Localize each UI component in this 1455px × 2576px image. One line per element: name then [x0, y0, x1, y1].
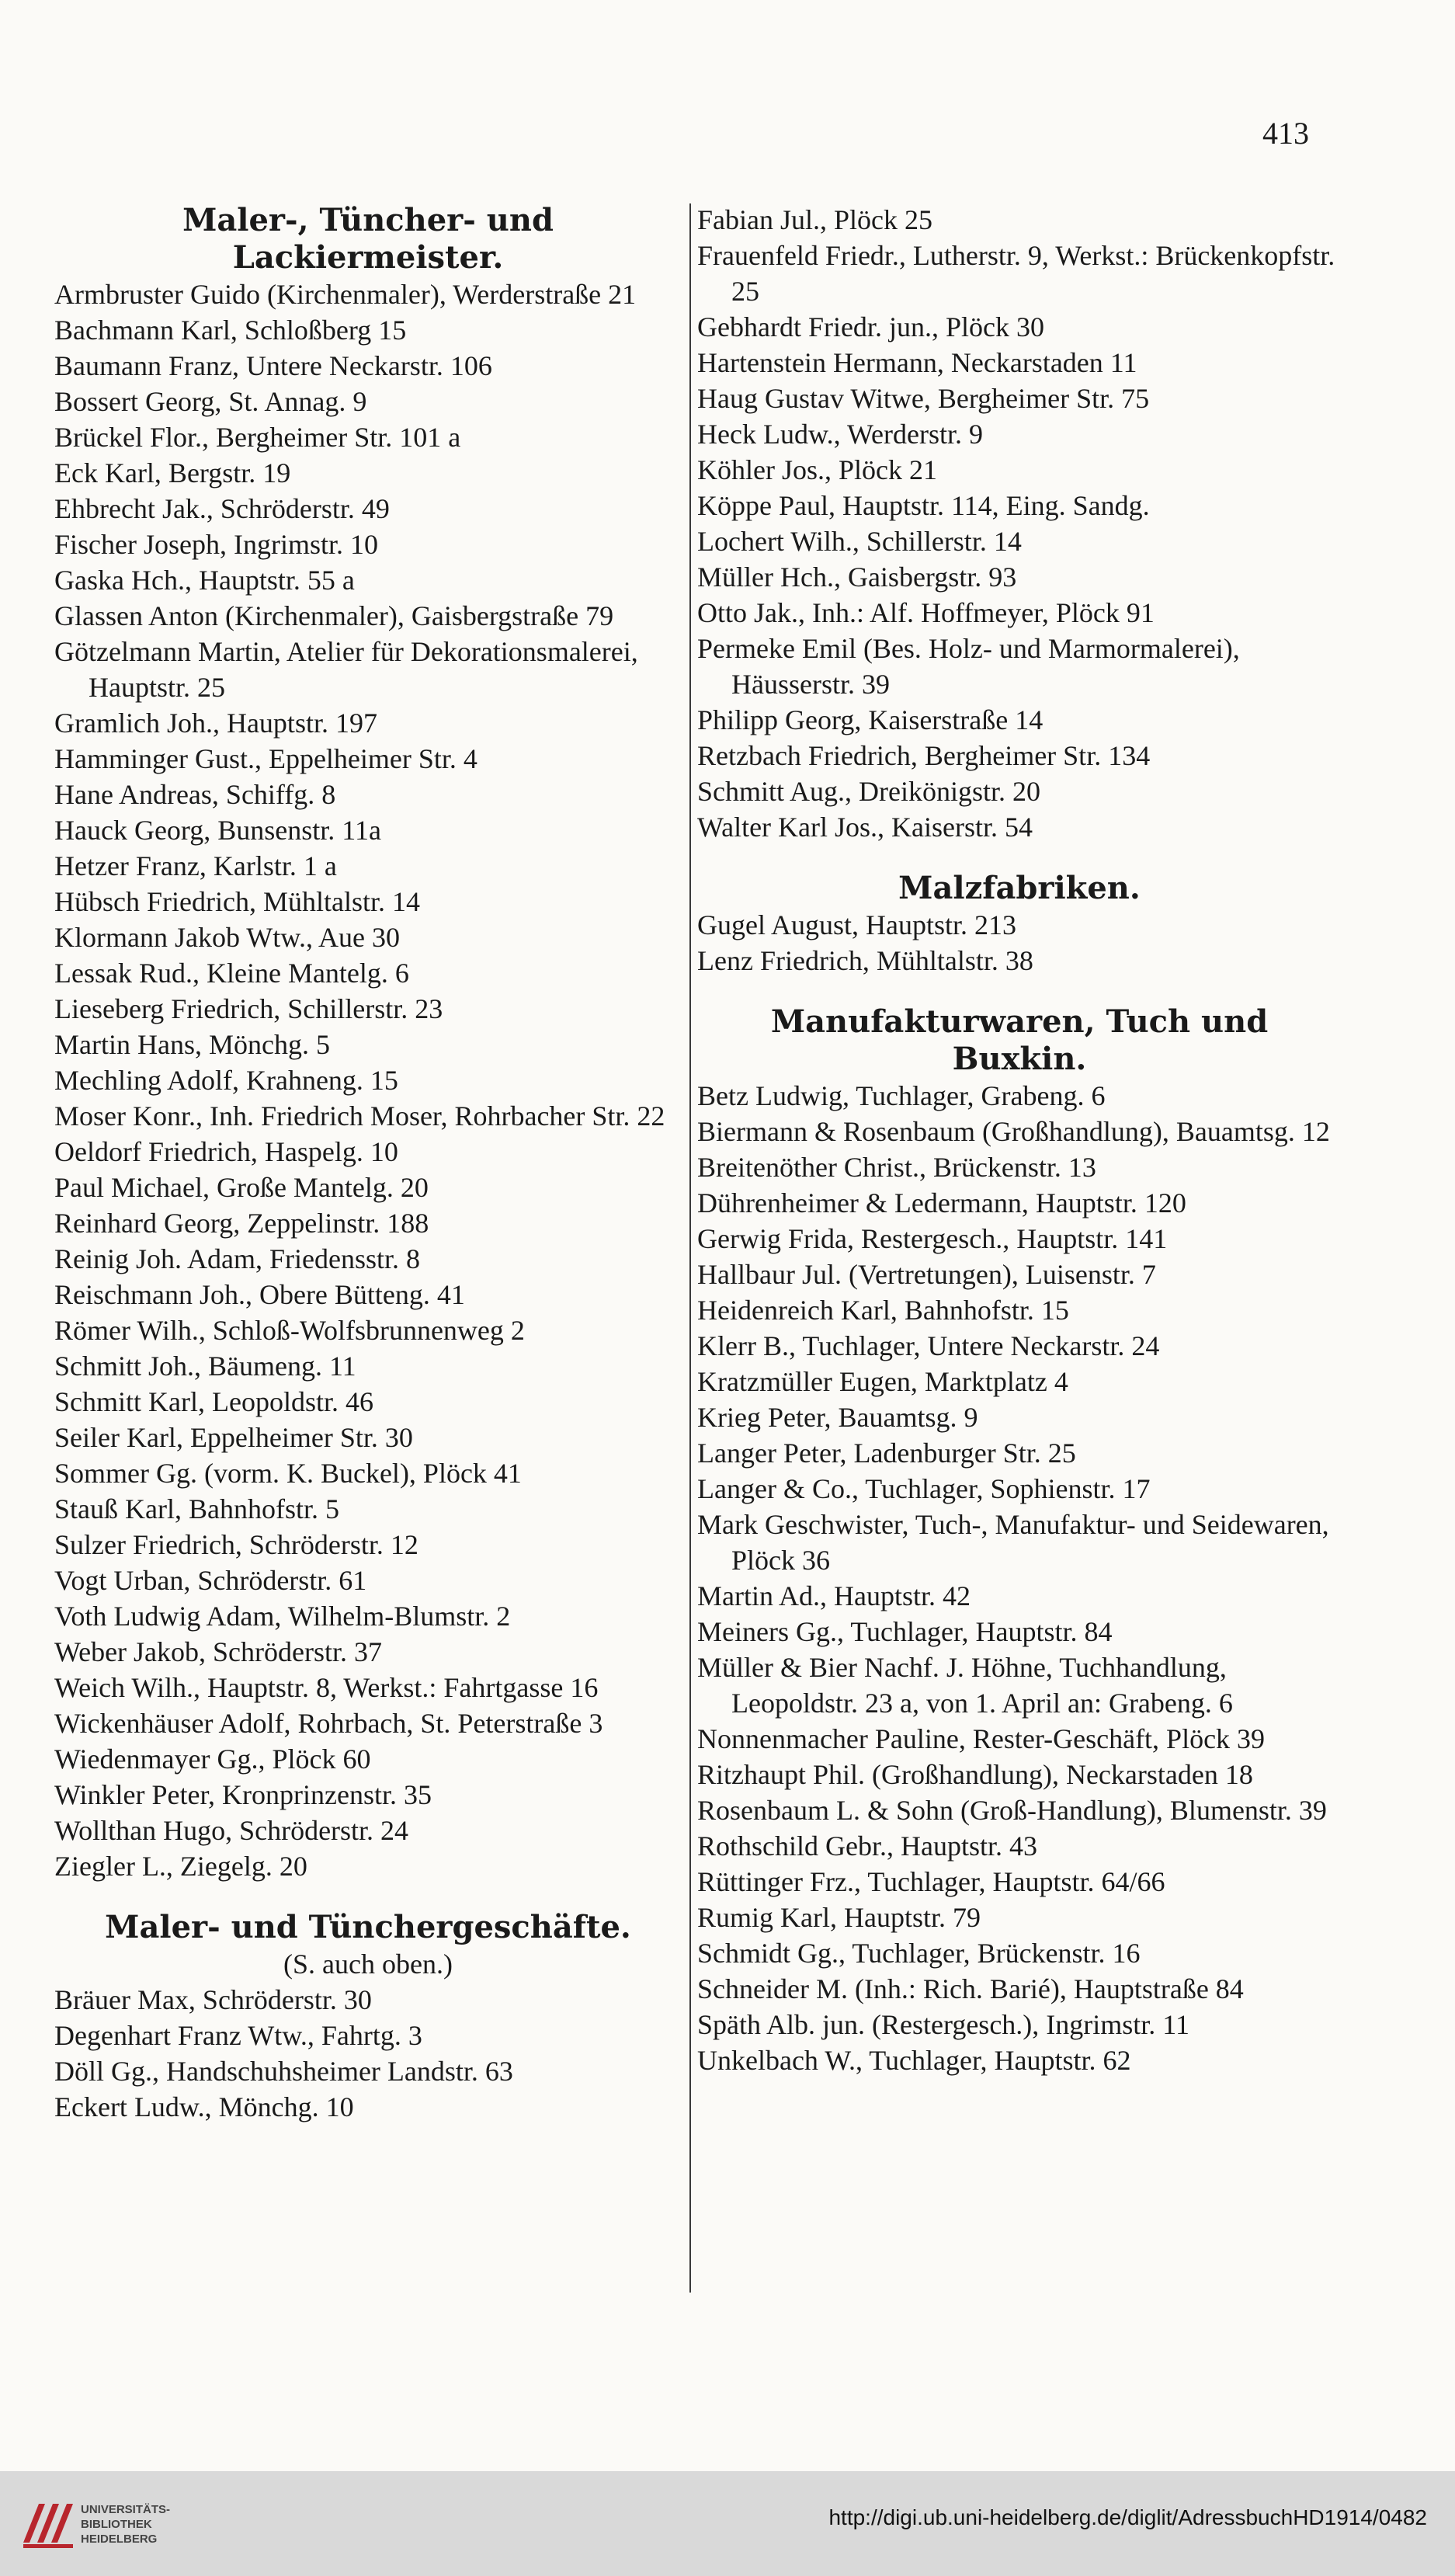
directory-entry: Permeke Emil (Bes. Holz- und Marmormalerei), Häusserstr. 39	[697, 633, 1240, 700]
directory-entry: Betz Ludwig, Tuchlager, Grabeng. 6	[697, 1080, 1106, 1111]
directory-entry: Sulzer Friedrich, Schröderstr. 12	[54, 1529, 418, 1560]
directory-entry: Gramlich Joh., Hauptstr. 197	[54, 707, 377, 739]
directory-entry: Döll Gg., Handschuhsheimer Landstr. 63	[54, 2056, 513, 2087]
directory-entry: Hübsch Friedrich, Mühltalstr. 14	[54, 886, 420, 917]
section-subnote: (S. auch oben.)	[283, 1949, 453, 1980]
directory-entry: Mark Geschwister, Tuch-, Manufaktur- und Seidewaren, Plöck 36	[697, 1509, 1329, 1576]
directory-entry: Schmitt Karl, Leopoldstr. 46	[54, 1386, 373, 1417]
directory-entry: Schmidt Gg., Tuchlager, Brückenstr. 16	[697, 1938, 1141, 1969]
directory-entry: Nonnenmacher Pauline, Rester-Geschäft, Plöck 39	[697, 1723, 1266, 1754]
directory-entry: Fischer Joseph, Ingrimstr. 10	[54, 529, 378, 560]
directory-entry: Paul Michael, Große Mantelg. 20	[54, 1172, 429, 1203]
directory-entry: Moser Konr., Inh. Friedrich Moser, Rohrbacher Str. 22	[54, 1100, 665, 1132]
entry-list	[54, 276, 682, 1884]
directory-entry: Martin Ad., Hauptstr. 42	[697, 1580, 971, 1611]
directory-entry: Schmitt Aug., Dreikönigstr. 20	[697, 776, 1041, 807]
directory-entry: Walter Karl Jos., Kaiserstr. 54	[697, 812, 1033, 843]
directory-entry: Seiler Karl, Eppelheimer Str. 30	[54, 1422, 413, 1453]
directory-entry: Gugel August, Hauptstr. 213	[697, 909, 1016, 940]
directory-entry: Sommer Gg. (vorm. K. Buckel), Plöck 41	[54, 1458, 522, 1489]
directory-entry: Reischmann Joh., Obere Bütteng. 41	[54, 1279, 465, 1310]
directory-entry: Ritzhaupt Phil. (Großhandlung), Neckarstaden 18	[697, 1759, 1253, 1790]
directory-entry: Ziegler L., Ziegelg. 20	[54, 1851, 307, 1882]
directory-entry: Baumann Franz, Untere Neckarstr. 106	[54, 350, 492, 381]
directory-entry: Meiners Gg., Tuchlager, Hauptstr. 84	[697, 1616, 1113, 1647]
directory-entry: Götzelmann Martin, Atelier für Dekorationsmalerei, Hauptstr. 25	[54, 636, 638, 703]
section-heading-malzfabriken: Malzfabriken.	[898, 870, 1141, 906]
directory-entry: Glassen Anton (Kirchenmaler), Gaisbergstraße 79	[54, 600, 614, 631]
directory-entry: Reinig Joh. Adam, Friedensstr. 8	[54, 1243, 420, 1274]
directory-entry: Retzbach Friedrich, Bergheimer Str. 134	[697, 740, 1151, 771]
directory-entry: Langer Peter, Ladenburger Str. 25	[697, 1437, 1076, 1469]
directory-entry: Hane Andreas, Schiffg. 8	[54, 779, 336, 810]
directory-entry: Rüttinger Frz., Tuchlager, Hauptstr. 64/66	[697, 1866, 1165, 1897]
directory-entry: Haug Gustav Witwe, Bergheimer Str. 75	[697, 383, 1150, 414]
directory-entry: Gaska Hch., Hauptstr. 55 a	[54, 565, 355, 596]
directory-entry: Ehbrecht Jak., Schröderstr. 49	[54, 493, 390, 524]
directory-entry: Eck Karl, Bergstr. 19	[54, 457, 291, 488]
directory-entry: Lenz Friedrich, Mühltalstr. 38	[697, 945, 1033, 976]
library-name-line: BIBLIOTHEK	[81, 2518, 152, 2531]
entry-list	[697, 1078, 1342, 2078]
directory-entry: Späth Alb. jun. (Restergesch.), Ingrimstr. 11	[697, 2009, 1189, 2040]
directory-entry: Wickenhäuser Adolf, Rohrbach, St. Peterstraße 3	[54, 1708, 603, 1739]
entry-list	[697, 202, 1342, 845]
directory-entry: Bossert Georg, St. Annag. 9	[54, 386, 367, 417]
page-number: 413	[1262, 116, 1309, 151]
directory-entry: Eckert Ludw., Mönchg. 10	[54, 2091, 354, 2122]
directory-entry: Voth Ludwig Adam, Wilhelm-Blumstr. 2	[54, 1601, 511, 1632]
left-column	[54, 202, 682, 2125]
directory-entry: Lochert Wilh., Schillerstr. 14	[697, 526, 1022, 557]
directory-entry: Müller & Bier Nachf. J. Höhne, Tuchhandlung, Leopoldstr. 23 a, von 1. April an: Grabeng. 6	[697, 1652, 1233, 1719]
directory-entry: Reinhard Georg, Zeppelinstr. 188	[54, 1208, 429, 1239]
section-heading-maler-tuencher-lackiermeister: Maler-, Tüncher- und Lackiermeister.	[182, 202, 554, 276]
directory-entry: Gebhardt Friedr. jun., Plöck 30	[697, 311, 1044, 342]
directory-entry: Degenhart Franz Wtw., Fahrtg. 3	[54, 2020, 422, 2051]
directory-entry: Vogt Urban, Schröderstr. 61	[54, 1565, 367, 1596]
entry-list	[54, 1982, 682, 2125]
directory-entry: Otto Jak., Inh.: Alf. Hoffmeyer, Plöck 91	[697, 597, 1155, 628]
section-heading-maler-tuenchergeschaefte: Maler- und Tünchergeschäfte.	[105, 1909, 631, 1945]
directory-entry: Weich Wilh., Hauptstr. 8, Werkst.: Fahrtgasse 16	[54, 1672, 599, 1703]
directory-entry: Müller Hch., Gaisbergstr. 93	[697, 561, 1017, 593]
directory-entry: Breitenöther Christ., Brückenstr. 13	[697, 1152, 1096, 1183]
directory-entry: Lieseberg Friedrich, Schillerstr. 23	[54, 993, 443, 1024]
directory-entry: Mechling Adolf, Krahneng. 15	[54, 1065, 398, 1096]
directory-entry: Rothschild Gebr., Hauptstr. 43	[697, 1830, 1037, 1862]
directory-entry: Frauenfeld Friedr., Lutherstr. 9, Werkst.: Brückenkopfstr. 25	[697, 240, 1335, 307]
directory-entry: Dührenheimer & Ledermann, Hauptstr. 120	[697, 1187, 1186, 1218]
directory-entry: Bachmann Karl, Schloßberg 15	[54, 315, 407, 346]
directory-entry: Stauß Karl, Bahnhofstr. 5	[54, 1493, 339, 1524]
directory-entry: Biermann & Rosenbaum (Großhandlung), Bauamtsg. 12	[697, 1116, 1330, 1147]
directory-entry: Wollthan Hugo, Schröderstr. 24	[54, 1815, 409, 1846]
library-name-line: UNIVERSITÄTS-	[81, 2503, 171, 2516]
directory-entry: Römer Wilh., Schloß-Wolfsbrunnenweg 2	[54, 1315, 525, 1346]
viewer-footer	[0, 2471, 1455, 2576]
directory-entry: Hauck Georg, Bunsenstr. 11a	[54, 815, 381, 846]
directory-entry: Armbruster Guido (Kirchenmaler), Werderstraße 21	[54, 279, 637, 310]
directory-entry: Hamminger Gust., Eppelheimer Str. 4	[54, 743, 477, 774]
directory-entry: Bräuer Max, Schröderstr. 30	[54, 1984, 372, 2015]
directory-entry: Weber Jakob, Schröderstr. 37	[54, 1636, 382, 1667]
permalink-url[interactable]: http://digi.ub.uni-heidelberg.de/diglit/AdressbuchHD1914/0482	[828, 2505, 1427, 2529]
university-library-logo-icon	[16, 2488, 87, 2560]
directory-entry: Rosenbaum L. & Sohn (Groß-Handlung), Blumenstr. 39	[697, 1795, 1327, 1826]
library-name	[81, 2502, 205, 2546]
directory-entry: Rumig Karl, Hauptstr. 79	[697, 1902, 981, 1933]
directory-entry: Gerwig Frida, Restergesch., Hauptstr. 141	[697, 1223, 1168, 1254]
directory-entry: Hetzer Franz, Karlstr. 1 a	[54, 850, 337, 881]
directory-entry: Brückel Flor., Bergheimer Str. 101 a	[54, 422, 461, 453]
directory-entry: Winkler Peter, Kronprinzenstr. 35	[54, 1779, 432, 1810]
directory-entry: Fabian Jul., Plöck 25	[697, 204, 932, 235]
directory-entry: Unkelbach W., Tuchlager, Hauptstr. 62	[697, 2045, 1131, 2076]
directory-entry: Köppe Paul, Hauptstr. 114, Eing. Sandg.	[697, 490, 1150, 521]
directory-entry: Lessak Rud., Kleine Mantelg. 6	[54, 958, 409, 989]
column-divider	[689, 203, 691, 2293]
directory-entry: Hartenstein Hermann, Neckarstaden 11	[697, 347, 1137, 378]
directory-entry: Oeldorf Friedrich, Haspelg. 10	[54, 1136, 398, 1167]
directory-entry: Klormann Jakob Wtw., Aue 30	[54, 922, 400, 953]
directory-entry: Langer & Co., Tuchlager, Sophienstr. 17	[697, 1473, 1151, 1504]
directory-entry: Heidenreich Karl, Bahnhofstr. 15	[697, 1295, 1069, 1326]
directory-entry: Wiedenmayer Gg., Plöck 60	[54, 1743, 371, 1775]
directory-entry: Martin Hans, Mönchg. 5	[54, 1029, 330, 1060]
directory-entry: Philipp Georg, Kaiserstraße 14	[697, 704, 1044, 735]
directory-entry: Krieg Peter, Bauamtsg. 9	[697, 1402, 978, 1433]
directory-entry: Kratzmüller Eugen, Marktplatz 4	[697, 1366, 1068, 1397]
right-column	[697, 202, 1342, 2078]
directory-entry: Schmitt Joh., Bäumeng. 11	[54, 1351, 356, 1382]
directory-entry: Heck Ludw., Werderstr. 9	[697, 419, 983, 450]
library-name-line: HEIDELBERG	[81, 2533, 158, 2546]
section-heading-manufakturwaren: Manufakturwaren, Tuch und Buxkin.	[770, 1003, 1269, 1077]
entry-list	[697, 907, 1342, 979]
directory-entry: Schneider M. (Inh.: Rich. Barié), Hauptstraße 84	[697, 1973, 1244, 2004]
directory-entry: Klerr B., Tuchlager, Untere Neckarstr. 24	[697, 1330, 1160, 1361]
directory-entry: Hallbaur Jul. (Vertretungen), Luisenstr. 7	[697, 1259, 1156, 1290]
directory-entry: Köhler Jos., Plöck 21	[697, 454, 937, 485]
